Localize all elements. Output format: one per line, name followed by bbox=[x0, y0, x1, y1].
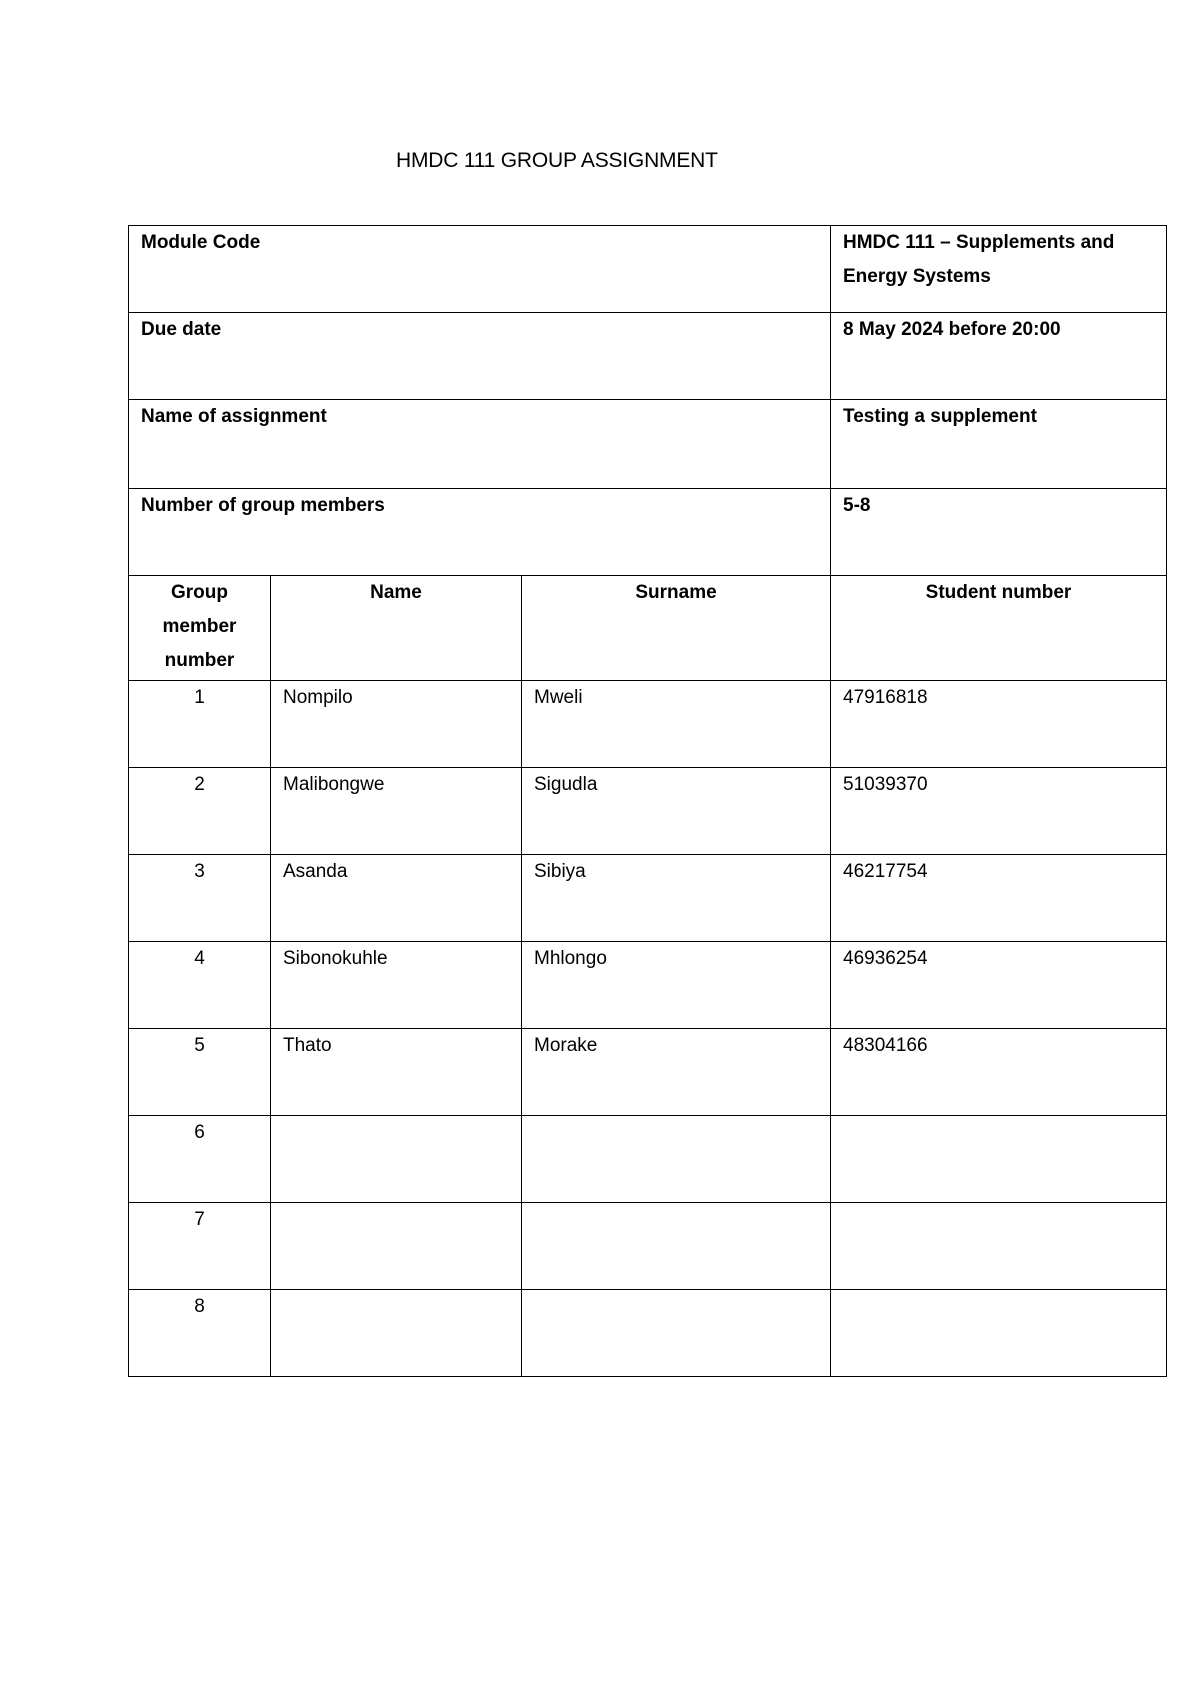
table-row bbox=[129, 681, 1167, 768]
member-number: 2 bbox=[129, 768, 271, 855]
document-title: HMDC 111 GROUP ASSIGNMENT bbox=[396, 149, 718, 172]
assignment-name-label: Name of assignment bbox=[129, 400, 831, 489]
member-surname: Sibiya bbox=[522, 855, 831, 942]
table-row bbox=[129, 1203, 1167, 1290]
header-group-line3: number bbox=[164, 650, 235, 671]
members-header-row bbox=[129, 576, 1167, 681]
table-row bbox=[129, 768, 1167, 855]
member-name bbox=[271, 1116, 522, 1203]
member-number: 7 bbox=[129, 1203, 271, 1290]
member-student-number bbox=[831, 1290, 1167, 1377]
member-surname: Mweli bbox=[522, 681, 831, 768]
member-name: Sibonokuhle bbox=[271, 942, 522, 1029]
member-name: Nompilo bbox=[271, 681, 522, 768]
member-name: Thato bbox=[271, 1029, 522, 1116]
member-number: 1 bbox=[129, 681, 271, 768]
member-student-number: 51039370 bbox=[831, 768, 1167, 855]
table-row bbox=[129, 1290, 1167, 1377]
assignment-table bbox=[128, 225, 1167, 1377]
member-name bbox=[271, 1203, 522, 1290]
member-number: 6 bbox=[129, 1116, 271, 1203]
member-number: 5 bbox=[129, 1029, 271, 1116]
member-student-number: 47916818 bbox=[831, 681, 1167, 768]
header-name: Name bbox=[271, 576, 522, 681]
member-surname bbox=[522, 1203, 831, 1290]
header-student-number: Student number bbox=[831, 576, 1167, 681]
member-surname: Sigudla bbox=[522, 768, 831, 855]
table-row bbox=[129, 942, 1167, 1029]
due-date-label: Due date bbox=[129, 313, 831, 400]
group-members-count-row bbox=[129, 489, 1167, 576]
assignment-name-row bbox=[129, 400, 1167, 489]
module-code-value: HMDC 111 – Supplements and Energy Systems bbox=[831, 226, 1167, 313]
due-date-row bbox=[129, 313, 1167, 400]
module-code-row bbox=[129, 226, 1167, 313]
group-members-count-label: Number of group members bbox=[129, 489, 831, 576]
member-surname bbox=[522, 1116, 831, 1203]
header-group-line1: Group bbox=[171, 582, 228, 603]
member-name bbox=[271, 1290, 522, 1377]
member-student-number: 46936254 bbox=[831, 942, 1167, 1029]
member-student-number: 46217754 bbox=[831, 855, 1167, 942]
member-surname bbox=[522, 1290, 831, 1377]
module-code-label: Module Code bbox=[129, 226, 831, 313]
assignment-name-value: Testing a supplement bbox=[831, 400, 1167, 489]
member-surname: Morake bbox=[522, 1029, 831, 1116]
table-row bbox=[129, 1116, 1167, 1203]
member-number: 8 bbox=[129, 1290, 271, 1377]
header-group-member-number bbox=[129, 576, 271, 681]
header-surname: Surname bbox=[522, 576, 831, 681]
due-date-value: 8 May 2024 before 20:00 bbox=[831, 313, 1167, 400]
member-surname: Mhlongo bbox=[522, 942, 831, 1029]
header-group-line2: member bbox=[162, 616, 237, 637]
group-members-count-value: 5-8 bbox=[831, 489, 1167, 576]
member-name: Asanda bbox=[271, 855, 522, 942]
member-number: 3 bbox=[129, 855, 271, 942]
member-name: Malibongwe bbox=[271, 768, 522, 855]
table-row bbox=[129, 1029, 1167, 1116]
member-student-number bbox=[831, 1116, 1167, 1203]
member-student-number: 48304166 bbox=[831, 1029, 1167, 1116]
member-number: 4 bbox=[129, 942, 271, 1029]
member-student-number bbox=[831, 1203, 1167, 1290]
table-row bbox=[129, 855, 1167, 942]
